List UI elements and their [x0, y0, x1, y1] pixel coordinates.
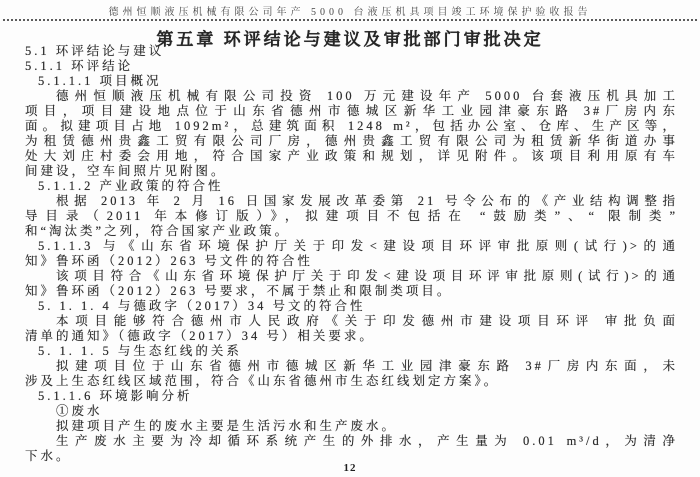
page-number: 12 — [343, 462, 357, 474]
text-line: 5.1.1 环评结论 — [25, 59, 134, 73]
text-line: 5. 1. 1. 5 与生态红线的关系 — [38, 344, 242, 358]
text-line: 本项目能够符合德州市人民政府《关于印发德州市建设项目环评 审批负面 — [56, 314, 678, 328]
text-line: 5.1.1.1 项目概况 — [38, 74, 162, 88]
chapter-title: 第五章 环评结论与建议及审批部门审批决定 — [156, 30, 544, 49]
text-line: 面。拟建项目占地 1092m²，总建筑面积 1248 m²，包括办公室、仓库、生产区等， — [25, 119, 678, 133]
text-line: 5. 1. 1. 4 与德政字（2017）34 号文的符合性 — [38, 299, 366, 313]
text-line: 拟建项目位于山东省德州市德城区新华工业园津豪东路 3#厂房内东面，未 — [56, 359, 678, 373]
document-body — [25, 44, 678, 464]
text-line: 5.1.1.3 与《山东省环境保护厅关于印发<建设项目环评审批原则(试行)>的通 — [38, 239, 678, 253]
text-line: 根据 2013 年 2 月 16 日国家发展改革委第 21 号令公布的《产业结构调整指 — [56, 194, 678, 208]
text-line: 项目，项目建设地点位于山东省德州市德城区新华工业园津豪东路 3#厂房内东 — [25, 104, 678, 118]
text-line: 清单的通知》（德政字（2017）34 号）相关要求。 — [25, 329, 375, 343]
text-line: 涉及上生态红线区域范围，符合《山东省德州市生态红线划定方案》。 — [25, 374, 500, 388]
text-line: 和“淘汰类”之列，符合国家产业政策。 — [25, 224, 291, 238]
text-line: 拟建项目产生的废水主要是生活污水和生产废水。 — [56, 419, 398, 433]
text-line: 导目录（2011 年本修订版）》，拟建项目不包括在 “鼓励类”、“ 限制类” — [25, 209, 678, 223]
text-line: 5.1.1.6 环境影响分析 — [38, 389, 193, 403]
text-line: 知》鲁环函（2012）263 号文件的符合性 — [25, 254, 313, 268]
text-line: 5.1 环评结论与建议 — [25, 44, 165, 58]
text-line: ①废水 — [56, 404, 103, 418]
header-divider — [3, 19, 697, 21]
text-line: 为租赁德州贵鑫工贸有限公司厂房，德州贵鑫工贸有限公司为租赁新华街道办事 — [25, 134, 678, 148]
text-line: 处大刘庄村委会用地，符合国家产业政策和规划，详见附件。该项目利用原有车 — [25, 149, 678, 163]
running-header: 德州恒顺液压机械有限公司年产 5000 台液压机具项目竣工环境保护验收报告 — [108, 7, 592, 18]
text-line: 5.1.1.2 产业政策的符合性 — [38, 179, 224, 193]
text-line: 间建设，空车间照片见附图。 — [25, 164, 227, 178]
text-line: 该项目符合《山东省环境保护厅关于印发<建设项目环评审批原则(试行)>的通 — [56, 269, 678, 283]
text-line: 下水。 — [25, 449, 72, 463]
text-line: 生产废水主要为冷却循环系统产生的外排水，产生量为 0.01 m³/d，为清净 — [56, 434, 678, 448]
text-line: 知》鲁环函（2012）263 号要求，不属于禁止和限制类项目。 — [25, 284, 453, 298]
text-line: 德州恒顺液压机械有限公司投资 100 万元建设年产 5000 台套液压机具加工 — [56, 89, 678, 103]
